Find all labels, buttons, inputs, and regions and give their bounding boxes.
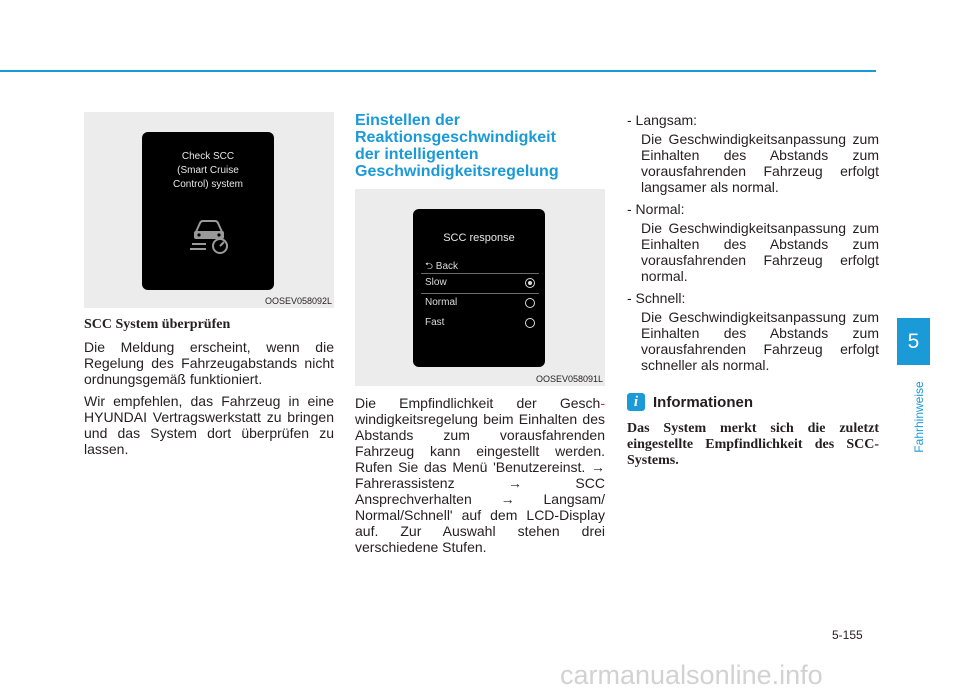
back-arrow-icon: ⮌ (425, 261, 434, 272)
info-title: Informationen (653, 393, 753, 411)
paragraph: Die Meldung erscheint, wenn die Regelung des Fahrzeugabstands nicht ordnungsgemäß funktioniert. (84, 339, 334, 387)
list-item-label: - Schnell: (627, 290, 686, 306)
figure-caption: OOSEV058092L (264, 296, 332, 306)
info-header (627, 393, 879, 411)
section-title-line: Reaktionsgeschwindigkeit (355, 129, 556, 146)
list-item-text: Die Geschwindigkeitsanpassung zum Einhalten des Abstands zum vorausfahrenden Fahrzeug erfolgt langsamer als normal. (641, 131, 879, 195)
divider (421, 293, 539, 294)
paragraph-rest: windigkeitsregelung beim Einhalten des Abstands zum vorausfahrenden Fahrzeug kann eingestellt werden. Rufen Sie das Menü 'Benutzereinst. → Fahrerassistenz → SCC Ansprechverhalten → Langsam/ Normal/Schnell' auf dem LCD-Display auf. Zur Auswahl stehen drei verschiedene Stufen. (355, 411, 605, 555)
figure-scc-response (355, 189, 605, 386)
screen-title: SCC response (443, 232, 515, 244)
divider (421, 273, 539, 274)
paragraph: Wir empfehlen, das Fahrzeug in eine HYUNDAI Vertragswerkstatt zu bringen und das System dort überprüfen zu lassen. (84, 393, 334, 457)
option-label: Fast (425, 317, 445, 328)
list-item (627, 201, 879, 284)
back-label: Back (435, 261, 459, 272)
chapter-label-text: Fahrhinweise (912, 381, 926, 453)
section-title-line: Geschwindigkeitsregelung (355, 163, 559, 180)
chapter-label (912, 372, 926, 462)
section-title (355, 112, 605, 180)
radio-icon[interactable] (525, 318, 535, 328)
check-scc-screen (142, 132, 274, 290)
list-item (627, 112, 879, 195)
chapter-number-tab: 5 (897, 318, 930, 365)
radio-icon[interactable] (525, 298, 535, 308)
scc-response-screen (413, 209, 545, 367)
figure-check-scc (84, 112, 334, 308)
list-item-label: - Normal: (627, 201, 685, 217)
info-icon: i (627, 393, 645, 411)
middle-text-column (355, 395, 605, 555)
option-normal[interactable] (421, 295, 539, 313)
option-label: Slow (425, 277, 447, 288)
list-item (627, 290, 879, 373)
list-item-text: Die Geschwindigkeitsanpassung zum Einhalten des Abstands zum vorausfahrenden Fahrzeug erfolgt schneller als normal. (641, 309, 879, 373)
check-scc-line-3: Control) system (172, 179, 243, 190)
info-box (627, 393, 879, 469)
check-scc-line-1: Check SCC (181, 151, 235, 162)
option-slow[interactable] (421, 275, 539, 293)
section-title-line: der intelligenten (355, 146, 479, 163)
radio-selected-icon[interactable] (525, 278, 535, 288)
top-rule (0, 70, 876, 72)
right-text-column (627, 112, 879, 469)
section-title-line: Einstellen der (355, 112, 460, 129)
option-label: Normal (425, 297, 458, 308)
page-number: 5-155 (832, 628, 863, 642)
info-text: Das System merkt sich die zuletzt eingestellte Empfindlichkeit des SCC-Systems. (627, 421, 879, 468)
figure-caption: OOSEV058091L (535, 374, 603, 384)
scc-car-speedometer-icon (188, 214, 232, 254)
hyphen-mark: - (600, 395, 605, 411)
check-scc-line-2: (Smart Cruise (177, 165, 239, 176)
paragraph-start: Die Empfindlichkeit der Gesch (355, 395, 601, 411)
list-item-label: - Langsam: (627, 112, 698, 128)
paragraph (355, 395, 605, 555)
left-text-column (84, 317, 334, 463)
section-heading-scc-check: SCC System überprüfen (84, 317, 231, 332)
option-fast[interactable] (421, 315, 539, 333)
list-item-text: Die Geschwindigkeitsanpassung zum Einhalten des Abstands zum vorausfahrenden Fahrzeug erfolgt normal. (641, 220, 879, 284)
check-scc-message (142, 150, 274, 192)
footer-watermark: carmanualsonline.info (560, 660, 823, 690)
